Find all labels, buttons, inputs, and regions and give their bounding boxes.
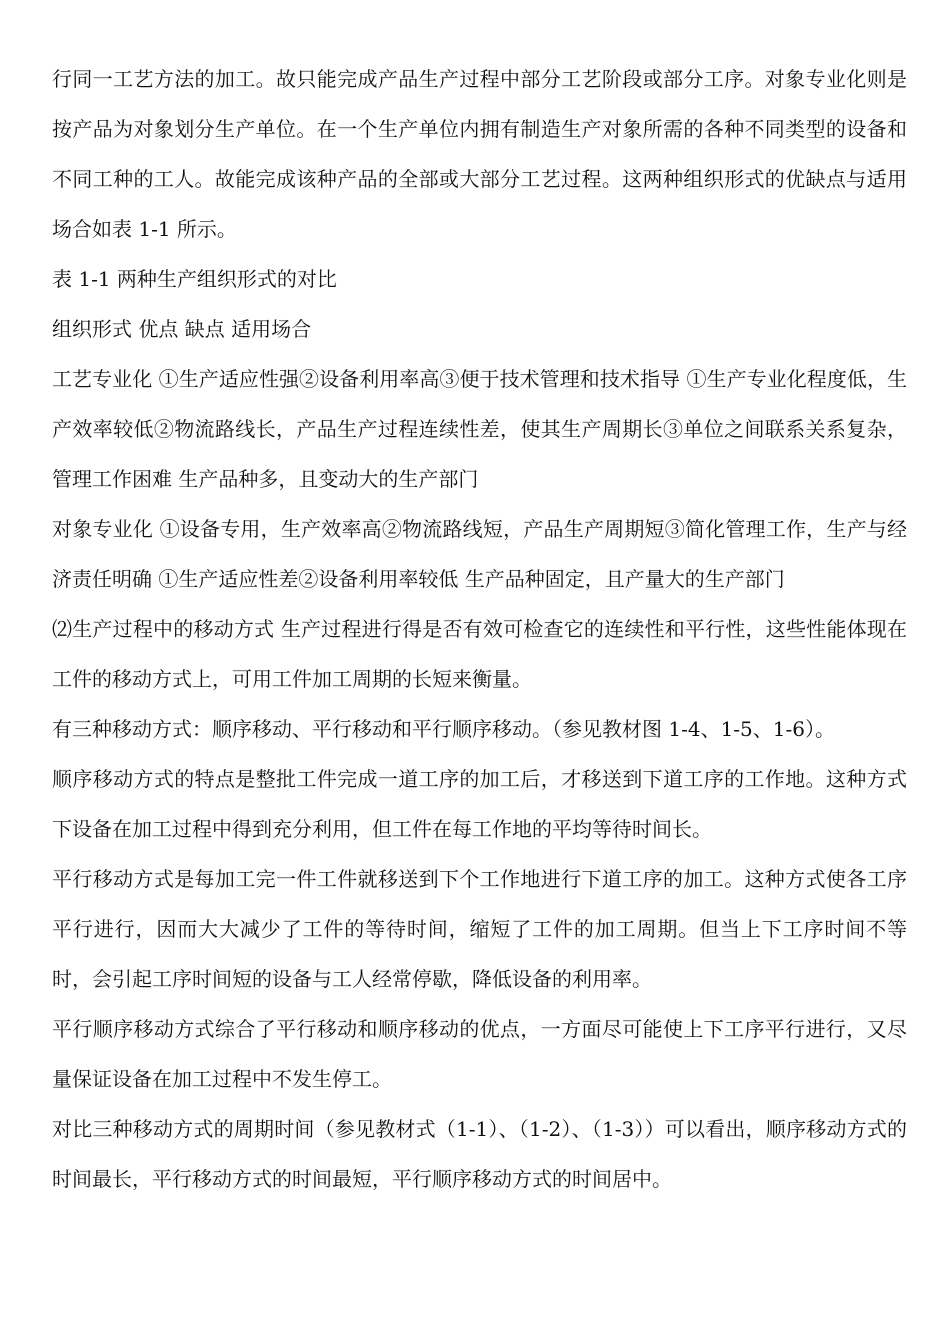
paragraph-specialization-intro: 行同一工艺方法的加工。故只能完成产品生产过程中部分工艺阶段或部分工序。对象专业化则是按产品为对象划分生产单位。在一个生产单位内拥有制造生产对象所需的各种不同类型的设备和不同工种的工人。故能完成该种产品的全部或大部分工艺过程。这两种组织形式的优缺点与适用场合如表 1-1 所示。 [52, 67, 907, 241]
table-row-object-specialization: 对象专业化 ①设备专用，生产效率高②物流路线短，产品生产周期短③简化管理工作，生产与经济责任明确 ①生产适应性差②设备利用率较低 生产品种固定，且产量大的生产部门 [52, 517, 907, 591]
paragraph-parallel-movement: 平行移动方式是每加工完一件工件就移送到下个工作地进行下道工序的加工。这种方式使各工序平行进行，因而大大减少了工件的等待时间，缩短了工件的加工周期。但当上下工序时间不等时，会引起工序时间短的设备与工人经常停歇，降低设备的利用率。 [52, 867, 907, 991]
table-caption: 表 1-1 两种生产组织形式的对比 [52, 267, 337, 291]
paragraph-three-methods: 有三种移动方式：顺序移动、平行移动和平行顺序移动。（参见教材图 1-4、1-5、1-6）。 [52, 717, 835, 741]
paragraph-movement-methods: ⑵生产过程中的移动方式 生产过程进行得是否有效可检查它的连续性和平行性，这些性能体现在工件的移动方式上，可用工件加工周期的长短来衡量。 [52, 617, 907, 691]
table-row-process-specialization: 工艺专业化 ①生产适应性强②设备利用率高③便于技术管理和技术指导 ①生产专业化程度低，生产效率较低②物流路线长，产品生产过程连续性差，使其生产周期长③单位之间联系关系复杂，管理工作困难 生产品种多，且变动大的生产部门 [52, 367, 907, 491]
table-header-row: 组织形式 优点 缺点 适用场合 [52, 317, 312, 341]
paragraph-parallel-sequential-movement: 平行顺序移动方式综合了平行移动和顺序移动的优点，一方面尽可能使上下工序平行进行，又尽量保证设备在加工过程中不发生停工。 [52, 1017, 907, 1091]
paragraph-sequential-movement: 顺序移动方式的特点是整批工件完成一道工序的加工后，才移送到下道工序的工作地。这种方式下设备在加工过程中得到充分利用，但工件在每工作地的平均等待时间长。 [52, 767, 907, 841]
paragraph-cycle-time-comparison: 对比三种移动方式的周期时间（参见教材式（1-1）、（1-2）、（1-3））可以看出，顺序移动方式的时间最长，平行移动方式的时间最短，平行顺序移动方式的时间居中。 [52, 1117, 907, 1191]
document-page [52, 54, 907, 1204]
